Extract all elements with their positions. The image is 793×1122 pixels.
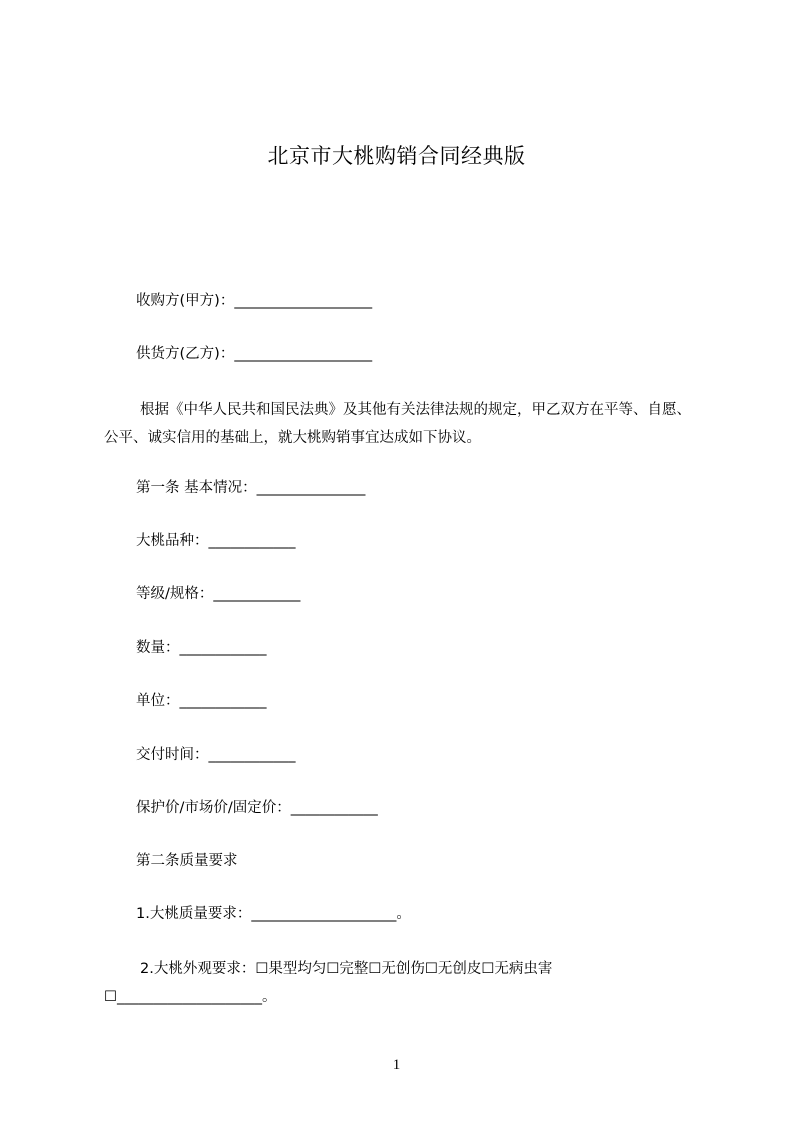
preamble-paragraph [104,396,704,452]
quality-item-1: 1.大桃质量要求：____________________。 [136,906,411,922]
document-title: 北京市大桃购销合同经典版 [267,144,526,168]
variety-line: 大桃品种：____________ [136,533,296,549]
delivery-time-line: 交付时间：____________ [136,747,296,763]
unit-line: 单位：____________ [136,693,267,709]
price-type-line: 保护价/市场价/固定价：____________ [136,800,378,816]
quantity-line: 数量：____________ [136,640,267,656]
party-a-line: 收购方(甲方)：___________________ [136,293,373,309]
article-2-heading: 第二条质量要求 [136,853,238,869]
quality-item-2-paragraph [104,955,704,1011]
quality-item-2-text: 2.大桃外观要求：☐果型均匀☐完整☐无创伤☐无创皮☐无病虫害☐____________________。 [104,961,553,1005]
party-b-line: 供货方(乙方)：___________________ [136,346,373,362]
grade-spec-line: 等级/规格：____________ [136,586,301,602]
article-1-heading: 第一条 基本情况：_______________ [136,480,366,496]
page-number: 1 [392,1057,401,1073]
preamble-text: 根据《中华人民共和国民法典》及其他有关法律法规的规定，甲乙双方在平等、自愿、公平、诚实信用的基础上，就大桃购销事宜达成如下协议。 [104,402,691,446]
